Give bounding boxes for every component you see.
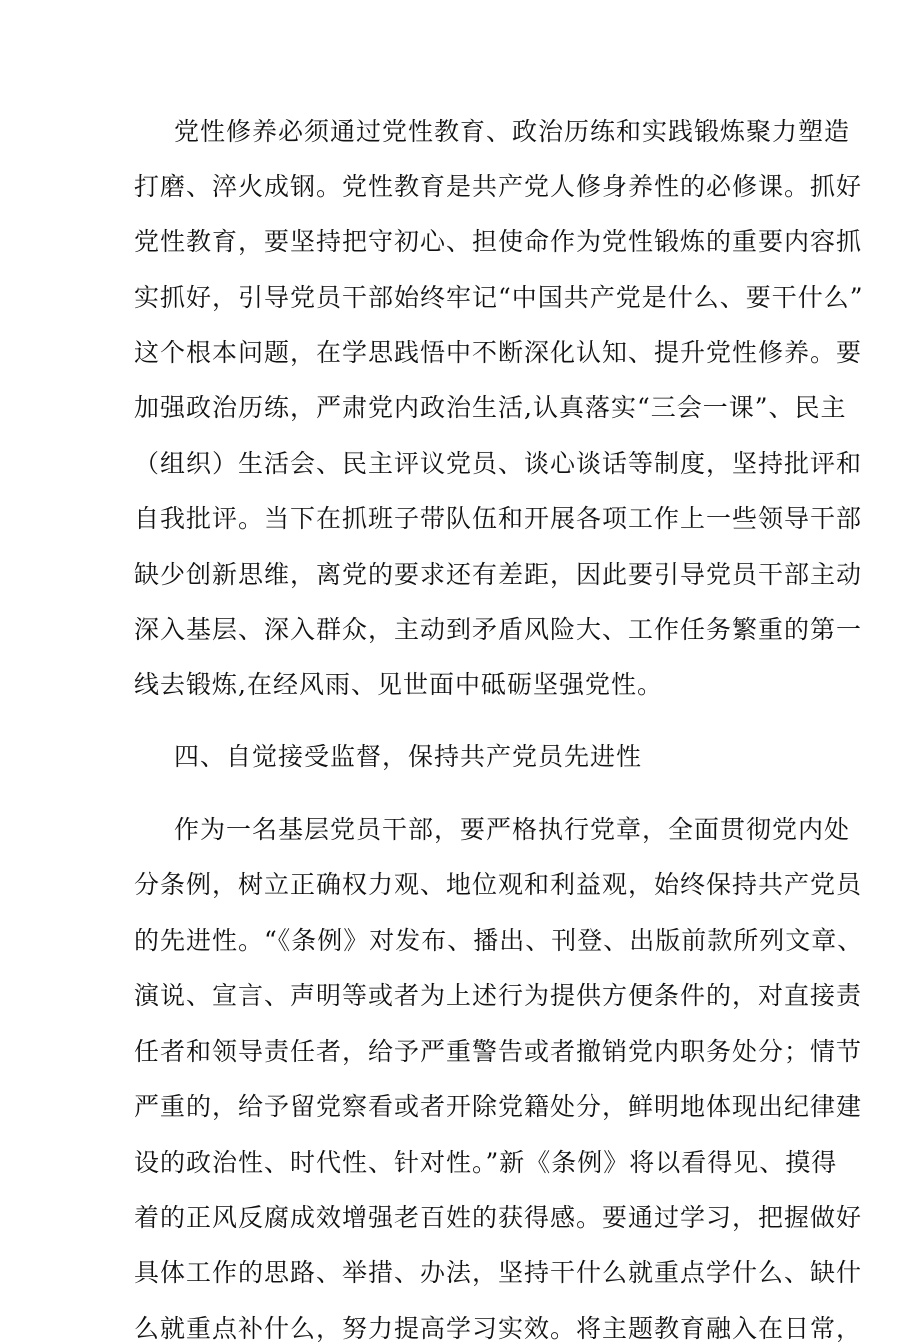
paragraph-1-line: 自我批评。当下在抓班子带队伍和开展各项工作上一些领导干部 [134, 504, 863, 533]
paragraph-2-line: 任者和领导责任者，给予严重警告或者撤销党内职务处分；情节 [134, 1037, 863, 1066]
paragraph-2-line: 着的正风反腐成效增强老百姓的获得感。要通过学习，把握做好 [134, 1203, 863, 1232]
paragraph-2-line: 么就重点补什么，努力提高学习实效。将主题教育融入在日常， [134, 1314, 863, 1343]
paragraph-2-line: 具体工作的思路、举措、办法，坚持干什么就重点学什么、缺什 [134, 1258, 863, 1287]
paragraph-2-line: 作为一名基层党员干部，要严格执行党章，全面贯彻党内处 [174, 815, 851, 844]
paragraph-1-line: 打磨、淬火成钢。党性教育是共产党人修身养性的必修课。抓好 [134, 172, 863, 201]
paragraph-1-line: 深入基层、深入群众，主动到矛盾风险大、工作任务繁重的第一 [134, 615, 863, 644]
paragraph-1-line: 加强政治历练，严肃党内政治生活,认真落实“三会一课”、民主 [134, 393, 847, 422]
paragraph-1-line: 缺少创新思维，离党的要求还有差距，因此要引导党员干部主动 [134, 560, 863, 589]
paragraph-1-line: 党性教育，要坚持把守初心、担使命作为党性锻炼的重要内容抓 [134, 227, 863, 256]
paragraph-2-line: 分条例，树立正确权力观、地位观和利益观，始终保持共产党员 [134, 870, 863, 899]
paragraph-2-line: 严重的，给予留党察看或者开除党籍处分，鲜明地体现出纪律建 [134, 1092, 863, 1121]
paragraph-2-line: 的先进性。“《条例》对发布、播出、刊登、出版前款所列文章、 [134, 926, 864, 955]
paragraph-1-line: 党性修养必须通过党性教育、政治历练和实践锻炼聚力塑造 [174, 117, 851, 146]
section-heading: 四、自觉接受监督，保持共产党员先进性 [174, 742, 643, 771]
paragraph-2-line: 设的政治性、时代性、针对性。”新《条例》将以看得见、摸得 [134, 1148, 838, 1177]
paragraph-1-line: 线去锻炼,在经风雨、见世面中砥砺坚强党性。 [134, 670, 663, 699]
paragraph-1-line: 实抓好，引导党员干部始终牢记“中国共产党是什么、要干什么” [134, 283, 864, 312]
paragraph-2-line: 演说、宣言、声明等或者为上述行为提供方便条件的，对直接责 [134, 981, 863, 1010]
paragraph-1-line: 这个根本问题，在学思践悟中不断深化认知、提升党性修养。要 [134, 338, 863, 367]
paragraph-1-line: （组织）生活会、民主评议党员、谈心谈话等制度，坚持批评和 [134, 449, 863, 478]
